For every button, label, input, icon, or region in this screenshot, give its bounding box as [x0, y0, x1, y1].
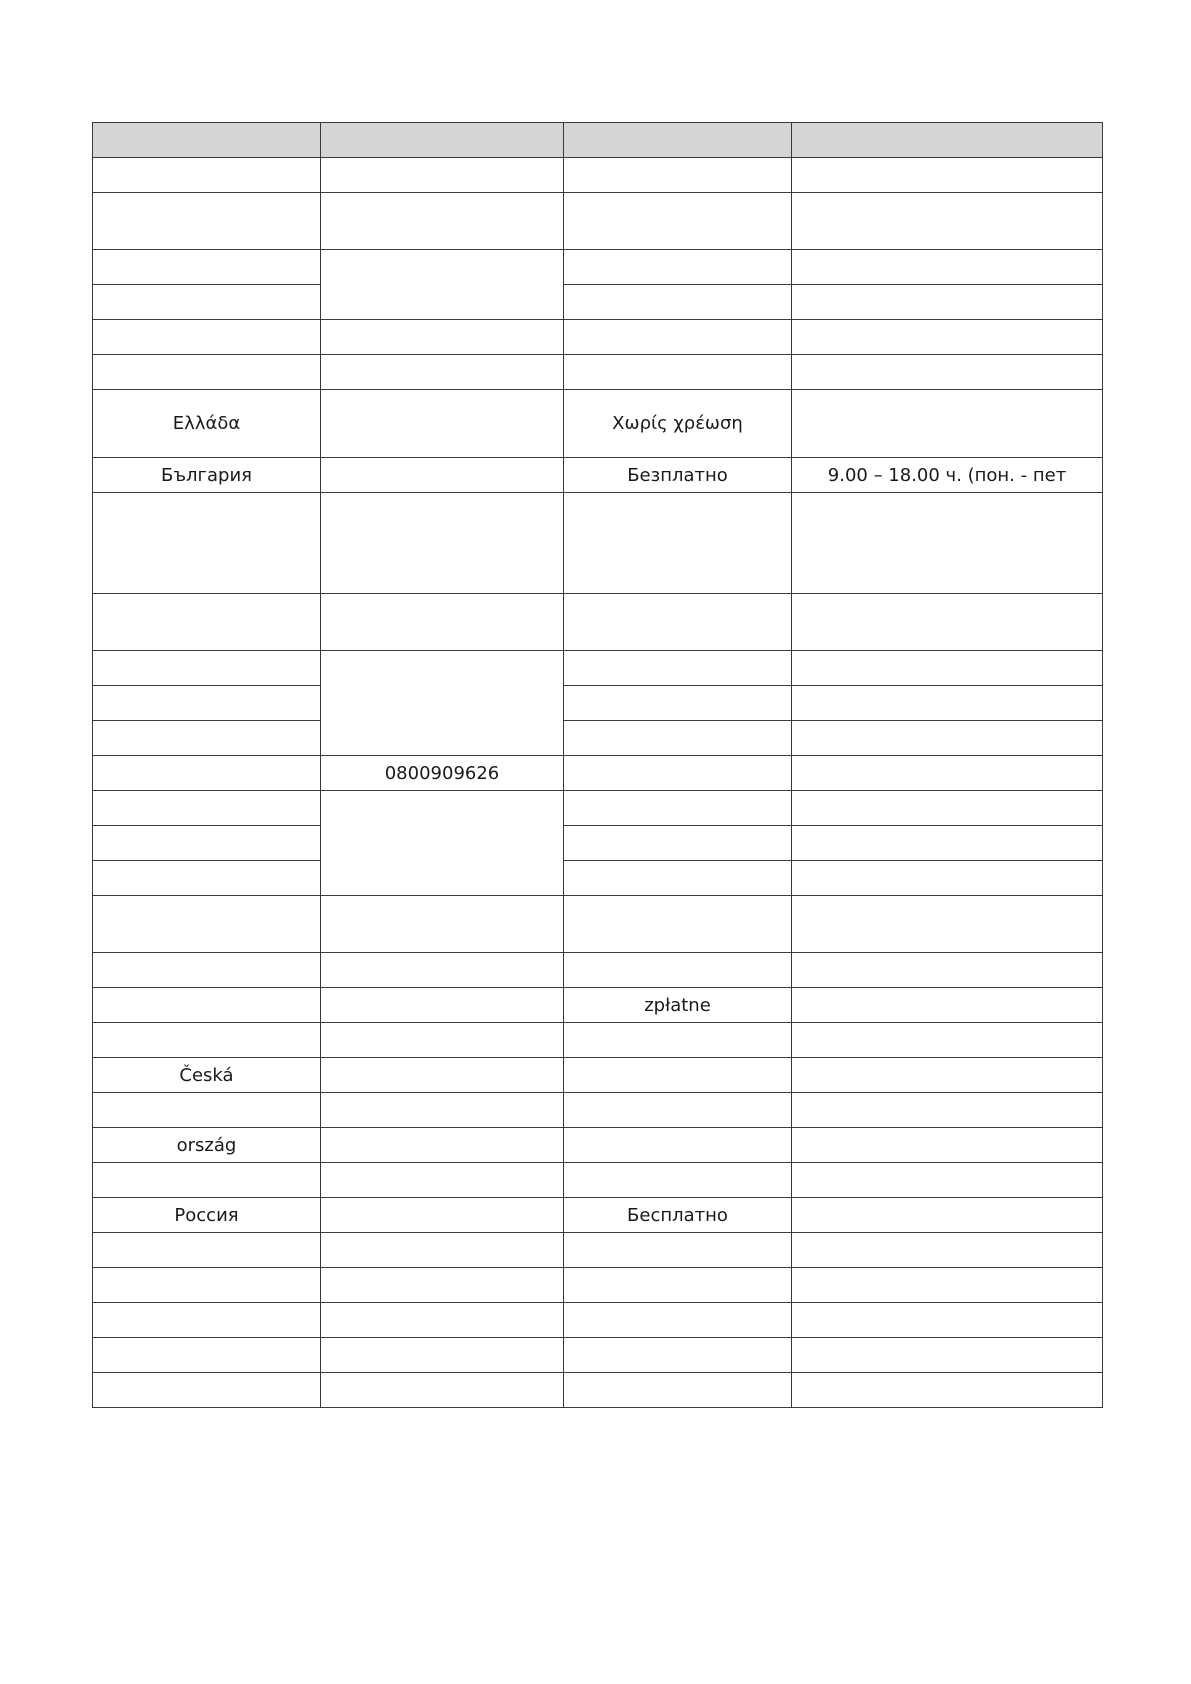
table-row-czech [93, 1058, 1103, 1093]
table-cell [93, 721, 321, 756]
table-cell [93, 1163, 321, 1198]
table-row [93, 861, 1103, 896]
table-cell [792, 355, 1103, 390]
table-cell [564, 1128, 792, 1163]
table-cell [93, 826, 321, 861]
header-cell [792, 123, 1103, 158]
table-cell [792, 826, 1103, 861]
table-cell [792, 390, 1103, 458]
table-cell [792, 1373, 1103, 1408]
table-cell [93, 1338, 321, 1373]
table-cell [792, 1233, 1103, 1268]
table-cell-merged [321, 651, 564, 756]
cost-russia: Бесплатно [564, 1198, 792, 1233]
table-cell [792, 320, 1103, 355]
table-cell [321, 1163, 564, 1198]
table-cell [321, 1023, 564, 1058]
table-cell [321, 458, 564, 493]
table-cell [792, 594, 1103, 651]
table-cell [792, 756, 1103, 791]
table-cell [792, 721, 1103, 756]
table-cell [321, 1128, 564, 1163]
table-cell [93, 1233, 321, 1268]
table-cell [93, 493, 321, 594]
table-cell [321, 193, 564, 250]
country-greece: Ελλάδα [93, 390, 321, 458]
table-cell [792, 1023, 1103, 1058]
table-cell [321, 1268, 564, 1303]
country-czech: Česká [93, 1058, 321, 1093]
table-cell [93, 896, 321, 953]
table-cell [93, 651, 321, 686]
table-cell [792, 158, 1103, 193]
table-row [93, 1338, 1103, 1373]
customer-service-table [92, 122, 1103, 1408]
country-russia: Россия [93, 1198, 321, 1233]
table-cell [564, 320, 792, 355]
hours-bulgaria: 9.00 – 18.00 ч. (пон. - пет [792, 458, 1103, 493]
table-cell [321, 493, 564, 594]
table-cell [321, 1303, 564, 1338]
table-cell [93, 1373, 321, 1408]
table-cell [564, 594, 792, 651]
table-cell [321, 1093, 564, 1128]
table-cell [93, 193, 321, 250]
table-cell [321, 953, 564, 988]
table-cell [564, 1338, 792, 1373]
table-cell [792, 1163, 1103, 1198]
table-row [93, 285, 1103, 320]
table-row [93, 1373, 1103, 1408]
table-row [93, 896, 1103, 953]
table-row [93, 250, 1103, 285]
table-cell [792, 896, 1103, 953]
table-cell [564, 651, 792, 686]
table-row [93, 1093, 1103, 1128]
table-cell [564, 493, 792, 594]
table-cell [564, 1163, 792, 1198]
table-cell [792, 1268, 1103, 1303]
table-row [93, 594, 1103, 651]
table-cell [93, 1268, 321, 1303]
table-cell [792, 791, 1103, 826]
table-cell [93, 953, 321, 988]
table-cell [321, 1198, 564, 1233]
table-cell [564, 756, 792, 791]
table-row-phone [93, 756, 1103, 791]
table-cell [792, 493, 1103, 594]
table-row [93, 826, 1103, 861]
table-cell [93, 158, 321, 193]
cost-greece: Χωρίς χρέωση [564, 390, 792, 458]
table-row [93, 791, 1103, 826]
table-cell [564, 1023, 792, 1058]
table-cell [93, 320, 321, 355]
table-row [93, 193, 1103, 250]
table-cell [321, 1338, 564, 1373]
country-hungary: ország [93, 1128, 321, 1163]
table-row [93, 686, 1103, 721]
table-row [93, 158, 1103, 193]
table-cell [93, 285, 321, 320]
table-row [93, 651, 1103, 686]
table-cell [93, 250, 321, 285]
cost-bulgaria: Безплатно [564, 458, 792, 493]
header-cell [564, 123, 792, 158]
table-cell [93, 355, 321, 390]
table-cell [93, 1093, 321, 1128]
header-cell [93, 123, 321, 158]
table-cell [564, 896, 792, 953]
table-cell [792, 1093, 1103, 1128]
table-cell [93, 756, 321, 791]
table-cell [564, 791, 792, 826]
table-cell [792, 1338, 1103, 1373]
table-cell [93, 791, 321, 826]
table-row [93, 355, 1103, 390]
table-cell [792, 193, 1103, 250]
table-cell [792, 1198, 1103, 1233]
table-row [93, 721, 1103, 756]
table-row [93, 1023, 1103, 1058]
table-cell-merged [321, 791, 564, 896]
table-cell [564, 158, 792, 193]
table-row-hungary [93, 1128, 1103, 1163]
table-cell [792, 861, 1103, 896]
table-cell [564, 953, 792, 988]
table-cell [321, 320, 564, 355]
table-cell [321, 1373, 564, 1408]
table-cell [93, 988, 321, 1023]
header-cell [321, 123, 564, 158]
table-cell [93, 1023, 321, 1058]
table-row [93, 953, 1103, 988]
table-row-russia [93, 1198, 1103, 1233]
table-cell [93, 686, 321, 721]
table-cell [93, 861, 321, 896]
table-row [93, 1163, 1103, 1198]
table-cell [792, 651, 1103, 686]
table-cell [564, 861, 792, 896]
table-row-greece [93, 390, 1103, 458]
table-cell [564, 1233, 792, 1268]
table-cell [564, 826, 792, 861]
table-cell [321, 158, 564, 193]
table-cell [321, 594, 564, 651]
table-row [93, 320, 1103, 355]
cost-poland: zpłatne [564, 988, 792, 1023]
table-cell [321, 1058, 564, 1093]
table-cell [792, 953, 1103, 988]
table-cell [564, 1093, 792, 1128]
table-cell [792, 1058, 1103, 1093]
table-cell-merged [321, 250, 564, 320]
table-cell [792, 1303, 1103, 1338]
table-cell [792, 285, 1103, 320]
table-cell [792, 686, 1103, 721]
table-row [93, 1303, 1103, 1338]
table-cell [564, 721, 792, 756]
table-cell [321, 390, 564, 458]
table-cell [564, 1303, 792, 1338]
table-cell [93, 1303, 321, 1338]
table-row [93, 1268, 1103, 1303]
country-bulgaria: България [93, 458, 321, 493]
table-cell [321, 1233, 564, 1268]
table-cell [792, 988, 1103, 1023]
table-cell [321, 355, 564, 390]
table-row [93, 1233, 1103, 1268]
table-row-poland [93, 988, 1103, 1023]
table-cell [321, 988, 564, 1023]
table-cell [564, 193, 792, 250]
table-cell [792, 250, 1103, 285]
table-row [93, 493, 1103, 594]
table-cell [564, 1058, 792, 1093]
table-cell [564, 250, 792, 285]
table-cell [564, 686, 792, 721]
table-row-bulgaria [93, 458, 1103, 493]
table-cell [792, 1128, 1103, 1163]
table-header-row [93, 123, 1103, 158]
table-cell [564, 1268, 792, 1303]
phone-number: 0800909626 [321, 756, 564, 791]
table-cell [564, 1373, 792, 1408]
table-cell [93, 594, 321, 651]
table-cell [321, 896, 564, 953]
table-cell [564, 285, 792, 320]
table-cell [564, 355, 792, 390]
